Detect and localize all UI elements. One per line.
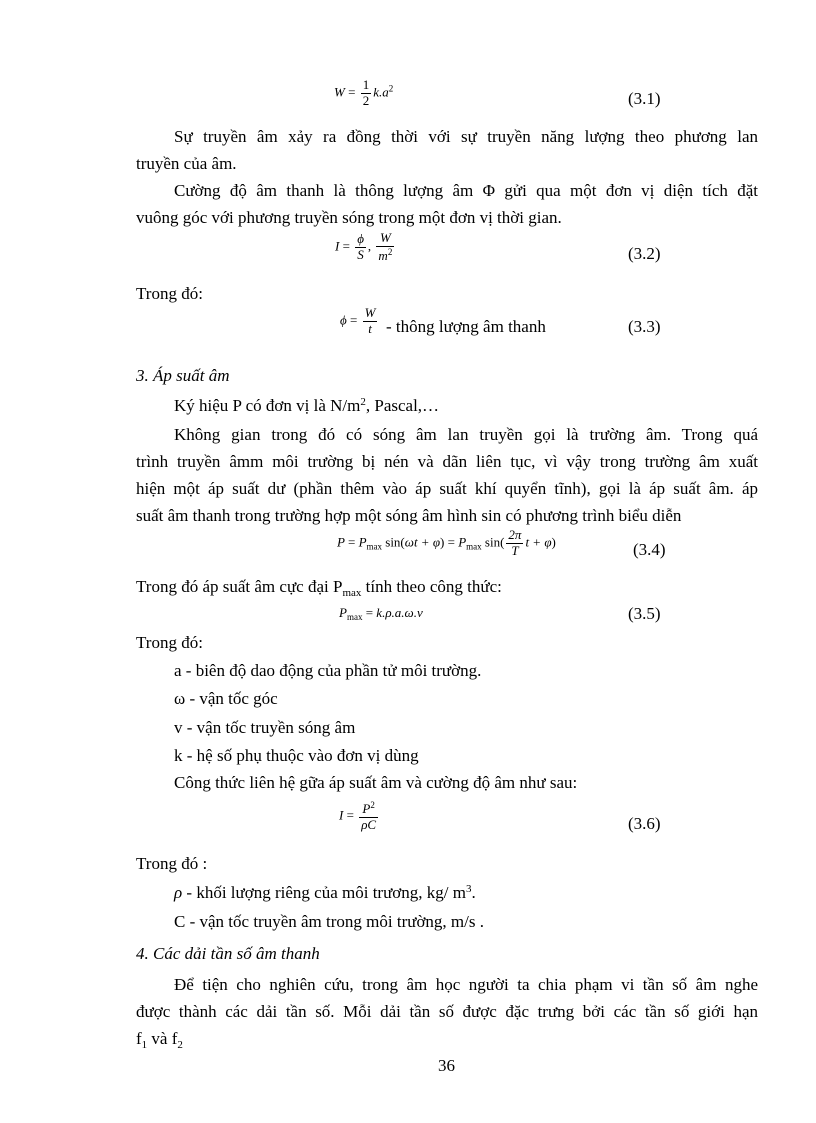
- list-item: k - hệ số phụ thuộc vào đơn vị dùng: [174, 746, 419, 765]
- equation-number-3-3: (3.3): [628, 317, 661, 336]
- equation-number-3-1: (3.1): [628, 89, 661, 108]
- list-item-c: C - vận tốc truyền âm trong môi trường, m/s .: [174, 912, 484, 931]
- paragraph-line: truyền của âm.: [136, 154, 237, 173]
- page-number: 36: [438, 1056, 455, 1075]
- equation-number-3-6: (3.6): [628, 814, 661, 833]
- paragraph-line: Không gian trong đó có sóng âm lan truyền gọi là trường âm. Trong quá: [174, 425, 758, 444]
- paragraph-line: vuông góc với phương truyền sóng trong một đơn vị thời gian.: [136, 208, 562, 227]
- list-item: v - vận tốc truyền sóng âm: [174, 718, 356, 737]
- equation-3-6: I = $\frac{P^2}{\rho C}$: [339, 800, 377, 832]
- trong-do-label: Trong đó:: [136, 633, 203, 652]
- paragraph-line: hiện một áp suất dư (phần thêm vào áp suất khí quyển tĩnh), gọi là áp suất âm. áp: [136, 479, 758, 498]
- paragraph-line: Cường độ âm thanh là thông lượng âm Φ gửi qua một đơn vị diện tích đặt: [174, 181, 758, 200]
- equation-3-4: $P = P_{max}$ $\sin(\omega t + \varphi) = P_{max}$ sin( $\frac{2\pi}{T}$ t + φ): [337, 527, 556, 558]
- relation-line: Công thức liên hệ gữa áp suất âm và cường độ âm như sau:: [174, 773, 578, 792]
- paragraph-line: trình truyền âmm môi trường bị nén và dãn liên tục, vì vậy trong trường âm xuất: [136, 452, 758, 471]
- paragraph-line: Để tiện cho nghiên cứu, trong âm học người ta chia phạm vi tần số âm nghe: [174, 975, 758, 994]
- paragraph-line: Sự truyền âm xảy ra đồng thời với sự truyền năng lượng theo phương lan: [174, 127, 758, 146]
- equation-3-1: W = $\frac{1}{2}$ $k.a^2$: [334, 77, 394, 108]
- list-item-rho: ρ - khối lượng riêng của môi trương, kg/ $m^3$.: [174, 883, 476, 902]
- section-heading: 3. Áp suất âm: [136, 366, 230, 385]
- equation-3-3-description: - thông lượng âm thanh: [386, 317, 546, 336]
- paragraph-line: được thành các dải tần số. Mỗi dải tần số được đặc trưng bởi các tần số giới hạn: [136, 1002, 758, 1021]
- list-item: a - biên độ dao động của phần tử môi trường.: [174, 661, 482, 680]
- equation-number-3-2: (3.2): [628, 244, 661, 263]
- trong-do-label: Trong đó :: [136, 854, 208, 873]
- paragraph-line: suất âm thanh trong trường hợp một sóng âm hình sin có phương trình biểu diễn: [136, 506, 682, 525]
- equation-3-2: I = $\frac{\phi}{S}$ , $\frac{W}{m^2}$: [335, 230, 393, 263]
- trong-do-label: Trong đó:: [136, 284, 203, 303]
- list-item: ω - vận tốc góc: [174, 689, 278, 708]
- symbol-line: Ký hiệu P có đơn vị là $N/m^2$, Pascal,…: [174, 396, 440, 415]
- equation-3-5: $P_{max} = k.\rho.a.\omega.v$: [339, 605, 423, 622]
- equation-3-3: ϕ = $\frac{W}{t}$: [340, 305, 376, 336]
- frequency-limits-line: $f_1$ và $f_2$: [136, 1029, 183, 1051]
- equation-number-3-4: (3.4): [633, 540, 666, 559]
- equation-number-3-5: (3.5): [628, 604, 661, 623]
- pmax-line: Trong đó áp suất âm cực đại $P_{max}$ tính theo công thức:: [136, 577, 502, 599]
- section-heading: 4. Các dải tần số âm thanh: [136, 944, 320, 963]
